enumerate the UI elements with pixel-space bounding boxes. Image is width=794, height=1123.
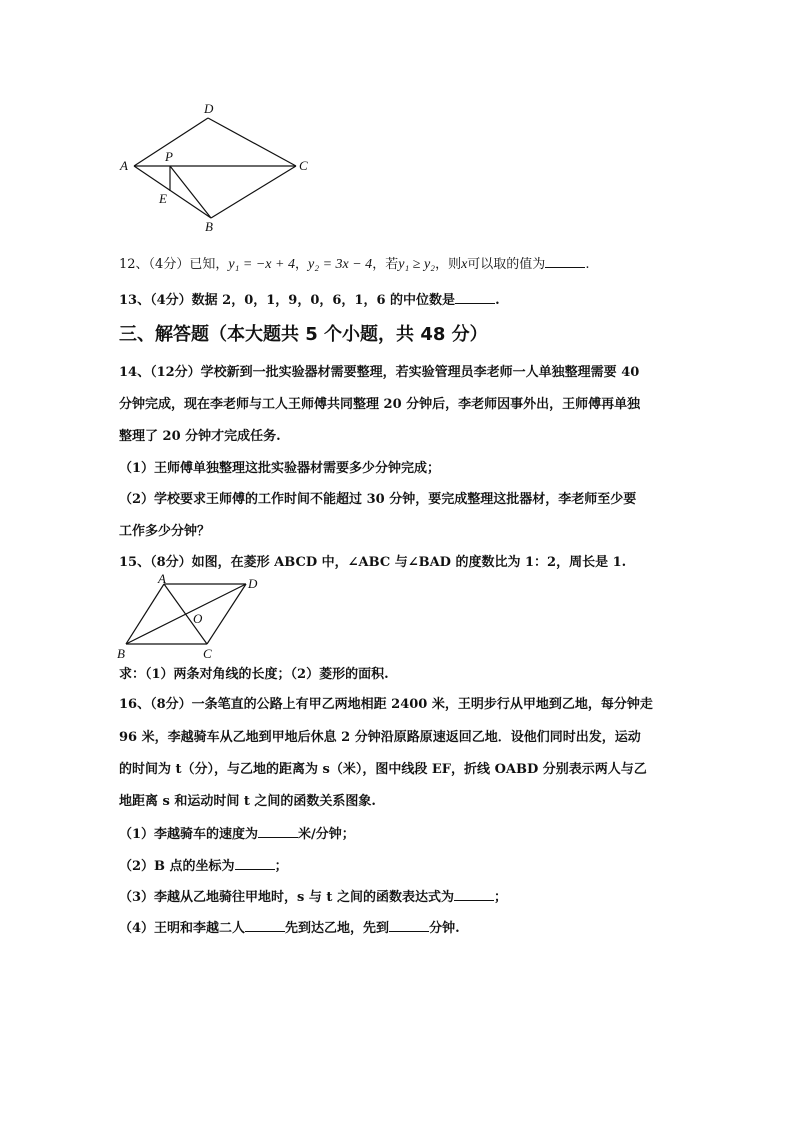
q12-end: . (585, 257, 590, 272)
q16-line2: 96 米，李越骑车从乙地到甲地后休息 2 分钟沿原路原速返回乙地．设他们同时出发，运动 (119, 730, 641, 745)
q12-tail1: ，则 (435, 257, 462, 272)
q12-tail2: 可以取的值为 (467, 257, 546, 272)
q12-prefix: 12、（4分）已知， (119, 257, 229, 272)
figure-quadrilateral-abcd (110, 98, 330, 238)
q15-line1: 15、（8分）如图，在菱形 ABCD 中，∠ABC 与∠BAD 的度数比为 1：2，周长是 1. (119, 555, 627, 570)
q14-line2: 分钟完成，现在李老师与工人王师傅共同整理 20 分钟后，李老师因事外出，王师傅再单独 (119, 397, 641, 412)
q16-sub3-end: ； (493, 890, 507, 905)
section-heading: 三、解答题（本大题共 5 个小题，共 48 分） (119, 324, 488, 345)
label-c: C (299, 158, 308, 173)
label-a: A (158, 572, 166, 586)
q16-sub2 (119, 856, 288, 876)
label-c: C (203, 646, 212, 661)
q14-sub2a: （2）学校要求王师傅的工作时间不能超过 30 分钟，要完成整理这批器材，李老师至少要 (119, 492, 637, 507)
q14-sub2b: 工作多少分钟？ (119, 524, 211, 539)
label-p: P (165, 149, 173, 164)
question-13 (119, 290, 500, 310)
q16-sub3 (119, 887, 507, 907)
label-d: D (204, 101, 214, 116)
q16-sub4-text: （4）王明和李越二人 (119, 921, 246, 936)
q16-sub1 (119, 824, 355, 844)
q16-sub4-blank2 (389, 918, 429, 932)
q16-sub2-text: （2）B 点的坐标为 (119, 859, 235, 874)
q16-line1: 16、（8分）一条笔直的公路上有甲乙两地相距 2400 米，王明步行从甲地到乙地，每分钟走 (119, 697, 653, 712)
q16-sub2-blank (235, 856, 275, 870)
segment-pb (170, 166, 211, 218)
q14-sub1: （1）王师傅单独整理这批实验器材需要多少分钟完成； (119, 461, 441, 476)
q16-sub3-text: （3）李越从乙地骑往甲地时，s 与 t 之间的函数表达式为 (119, 890, 454, 905)
q12-expr1: y₁ = −x + 4 (228, 257, 295, 272)
q13-end: . (495, 293, 500, 308)
segment-ba (134, 166, 211, 218)
q12-mid: ，若 (372, 257, 399, 272)
q12-sep: ， (294, 257, 308, 272)
q15-ask: 求：（1）两条对角线的长度；（2）菱形的面积. (119, 667, 389, 682)
label-e: E (159, 191, 167, 206)
q12-var: x (461, 257, 468, 272)
q16-sub1-blank (258, 824, 298, 838)
q12-answer-blank (545, 254, 585, 268)
q16-sub4 (119, 918, 460, 938)
q16-sub1-unit: 米/分钟； (298, 827, 355, 842)
q16-line3: 的时间为 t（分），与乙地的距离为 s（米），图中线段 EF，折线 OABD 分别表示两人与乙 (119, 762, 647, 777)
q16-line4: 地距离 s 和运动时间 t 之间的函数关系图象. (119, 794, 376, 809)
q13-answer-blank (455, 290, 495, 304)
label-o: O (193, 611, 203, 626)
label-a: A (120, 158, 128, 173)
label-d: D (248, 576, 258, 591)
q16-sub4-end: 分钟. (429, 921, 460, 936)
segment-cb (211, 166, 296, 218)
q16-sub4-mid: 先到达乙地，先到 (285, 921, 390, 936)
segment-dc (207, 584, 246, 644)
q13-text: 13、（4分）数据 2，0，1，9，0，6，1，6 的中位数是 (119, 293, 456, 308)
segment-dc (208, 118, 296, 166)
figure-rhombus-abcd (112, 572, 272, 662)
question-12 (119, 254, 589, 274)
q16-sub4-blank1 (245, 918, 285, 932)
q16-sub2-end: ； (274, 859, 288, 874)
segment-bd (126, 584, 246, 644)
q14-line1: 14、（12分）学校新到一批实验器材需要整理，若实验管理员李老师一人单独整理需要 40 (119, 365, 640, 380)
q14-line3: 整理了 20 分钟才完成任务. (119, 429, 281, 444)
label-b: B (205, 219, 213, 234)
q12-cond: y₁ ≥ y₂ (398, 257, 436, 272)
q16-sub3-blank (454, 887, 494, 901)
label-b: B (117, 646, 125, 661)
q12-expr2: y₂ = 3x − 4 (307, 257, 373, 272)
q16-sub1-text: （1）李越骑车的速度为 (119, 827, 259, 842)
